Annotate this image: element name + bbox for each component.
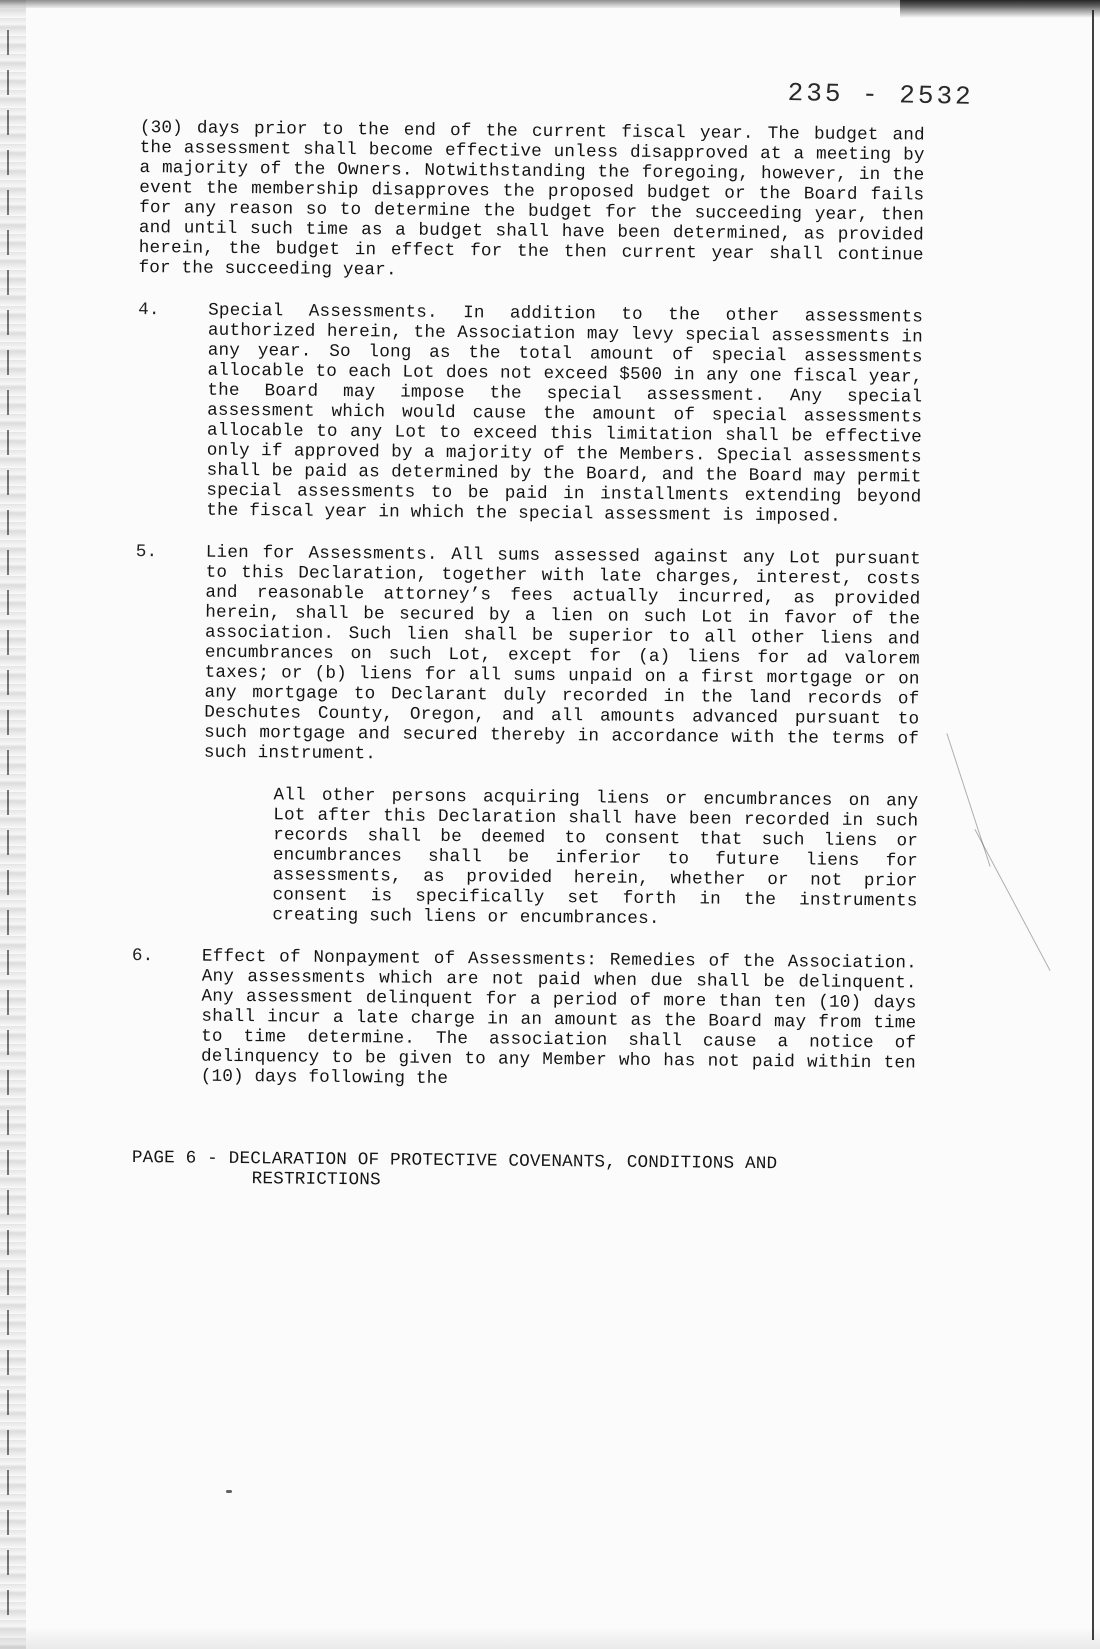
section-paragraph bbox=[201, 947, 917, 1094]
section-text: All sums assessed against any Lot pursuant to this Declaration, together with late charges, interest, costs and reasonable attorney’s fees actually incurred, as provided herein, shall be secured by a lien on such Lot in favor of the association. Such lien shall be superior to all other liens and encumbrances on such Lot, except for (a) liens for ad valorem taxes; or (b) liens for all sums unpaid on a first mortgage or on any mortgage to Declarant duly recorded in the land records of Deschutes County, Oregon, and all amounts advanced pursuant to such mortgage and secured thereby in accordance with the terms of such instrument. bbox=[203, 545, 921, 765]
section-6 bbox=[131, 946, 917, 1094]
section-number: 4. bbox=[138, 299, 160, 321]
document-body bbox=[131, 118, 925, 1093]
section-text: In addition to the other assessments authorized herein, the Association may levy special assessments in any year. So long as the total amount of special assessments allocable to each Lot does not exceed $500 in any one fiscal year, the Board may impose the special assessment. Any special assessment which would cause the amount of special assessments allocable to any Lot to exceed this limitation shall be effective only if approved by a majority of the Members. Special assessments shall be paid as determined by the Board, and the Board may permit special assessments to be paid in installments extending beyond the fiscal year in which the special assessment is imposed. bbox=[206, 303, 924, 527]
margin-pencil-mark bbox=[975, 829, 1051, 971]
footer-line-1: PAGE 6 - DECLARATION OF PROTECTIVE COVENANTS, CONDITIONS AND bbox=[131, 1148, 778, 1175]
scan-left-edge bbox=[0, 0, 26, 1649]
scan-right-line bbox=[1092, 10, 1094, 1640]
section-paragraph bbox=[206, 301, 923, 528]
section-4 bbox=[136, 300, 923, 528]
section-heading: Special Assessments. bbox=[208, 300, 438, 323]
scan-top-right-edge bbox=[900, 0, 1100, 18]
section-subparagraph: All other persons acquiring liens or encumbrances on any Lot after this Declaration shall have been recorded in such records shall be deemed to consent that such liens or encumbrances shall be inferior to future liens for assessments, as provided herein, whether or not prior consent is specifically set forth in the instruments creating such liens or encumbrances. bbox=[272, 785, 919, 930]
scan-speck bbox=[226, 1490, 232, 1493]
section-text: Any assessments which are not paid when due shall be delinquent. Any assessment delinquent for a period of more than ten (10) days shall incur a late charge in an amount as the Board may from time to time determine. The association shall cause a notice of delinquency to be given to any Member who has not paid within ten (10) days following the bbox=[200, 966, 917, 1090]
section-number: 6. bbox=[131, 945, 154, 967]
scan-left-line bbox=[7, 30, 9, 1630]
section-number: 5. bbox=[135, 541, 158, 563]
section-body bbox=[202, 543, 921, 932]
footer-line-2: RESTRICTIONS bbox=[251, 1169, 381, 1191]
page-footer bbox=[132, 1148, 992, 1196]
page-stamp: 235 - 2532 bbox=[787, 78, 974, 112]
section-body bbox=[206, 301, 923, 528]
section-heading: Lien for Assessments. bbox=[205, 542, 438, 565]
section-5 bbox=[132, 542, 921, 932]
section-heading: Effect of Nonpayment of Assessments: Remedies of the Association. bbox=[201, 946, 918, 974]
section-body bbox=[201, 947, 917, 1094]
scan-bottom-edge bbox=[0, 1627, 1100, 1649]
intro-paragraph: (30) days prior to the end of the current fiscal year. The budget and the assessment shall become effective unless disapproved at a meeting by a majority of the Owners. Notwithstanding the foregoing, however, in the event the membership disapproves the proposed budget or the Board fails for any reason so to determine the budget for the succeeding year, then and until such time as a budget shall have been determined, as provided herein, the budget in effect for the then current year shall continue for the succeeding year. bbox=[138, 118, 925, 281]
section-paragraph bbox=[204, 543, 921, 770]
